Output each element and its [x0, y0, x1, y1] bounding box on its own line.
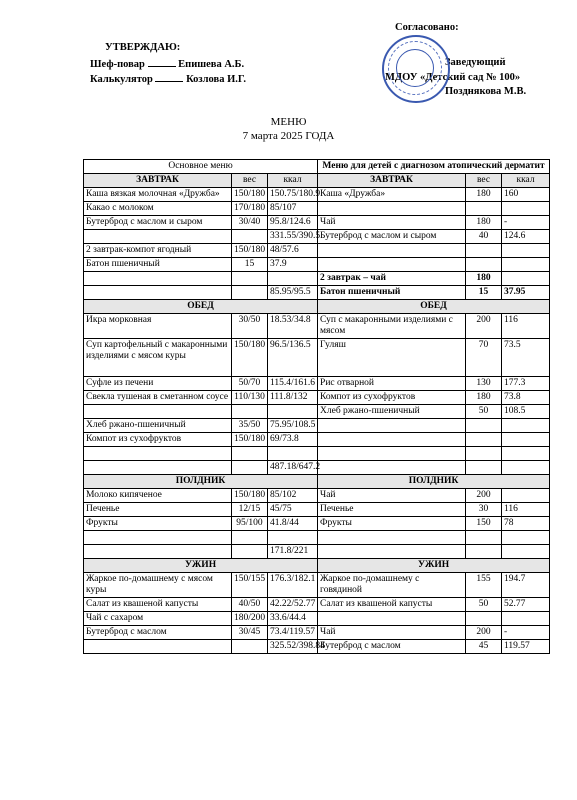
left-weight-cell: 150/180 — [232, 188, 268, 202]
table-row — [84, 419, 550, 433]
left-dish-cell: Компот из сухофруктов — [84, 433, 232, 447]
calc-line — [90, 72, 246, 85]
table-row — [84, 461, 550, 475]
right-weight-cell: 180 — [466, 216, 502, 230]
left-kcal-cell — [268, 272, 318, 286]
right-weight-cell: 155 — [466, 573, 502, 598]
right-kcal-cell — [502, 531, 550, 545]
right-weight-cell: 200 — [466, 626, 502, 640]
section-row — [84, 300, 550, 314]
left-weight-cell: 50/70 — [232, 377, 268, 391]
calc-signature — [155, 72, 183, 82]
left-weight-cell: 150/180 — [232, 489, 268, 503]
right-section-title: ПОЛДНИК — [318, 475, 550, 489]
right-dish-cell: Компот из сухофруктов — [318, 391, 466, 405]
right-dish-cell: Рис отварной — [318, 377, 466, 391]
right-kcal-cell — [502, 461, 550, 475]
left-weight-cell: 30/50 — [232, 314, 268, 339]
right-kcal-cell: 194.7 — [502, 573, 550, 598]
right-dish-cell: Фрукты — [318, 517, 466, 531]
right-kcal-cell: - — [502, 216, 550, 230]
left-kcal-cell: 176.3/182.1 — [268, 573, 318, 598]
right-dish-cell — [318, 461, 466, 475]
left-dish-cell: Бутерброд с маслом — [84, 626, 232, 640]
left-dish-cell — [84, 286, 232, 300]
right-dish-cell: Батон пшеничный — [318, 286, 466, 300]
left-weight-cell — [232, 272, 268, 286]
left-weight-cell — [232, 461, 268, 475]
table-row — [84, 517, 550, 531]
right-kcal-cell — [502, 258, 550, 272]
left-dish-cell: Какао с молоком — [84, 202, 232, 216]
left-kcal-cell: 42.22/52.77 — [268, 598, 318, 612]
left-section-title: УЖИН — [84, 559, 318, 573]
left-dish-cell: Икра морковная — [84, 314, 232, 339]
right-kcal-cell: 52.77 — [502, 598, 550, 612]
table-row — [84, 626, 550, 640]
left-weight-cell: 95/100 — [232, 517, 268, 531]
chef-signature — [148, 57, 176, 67]
left-kcal-cell: 75.95/108.5 — [268, 419, 318, 433]
right-weight-cell: 180 — [466, 272, 502, 286]
left-dish-cell: Жаркое по-домашнему с мясом куры — [84, 573, 232, 598]
right-weight-cell: 45 — [466, 640, 502, 654]
table-row — [84, 272, 550, 286]
right-weight-cell — [466, 258, 502, 272]
left-dish-cell: Суфле из печени — [84, 377, 232, 391]
table-row — [84, 202, 550, 216]
left-dish-cell: Салат из квашеной капусты — [84, 598, 232, 612]
left-kcal-cell: 85/102 — [268, 489, 318, 503]
table-row — [84, 545, 550, 559]
left-dish-cell: Молоко кипяченое — [84, 489, 232, 503]
table-row — [84, 405, 550, 419]
right-kcal-cell — [502, 433, 550, 447]
stamp-inner — [396, 49, 434, 87]
left-weight-cell — [232, 230, 268, 244]
left-weight-cell — [232, 531, 268, 545]
right-dish-cell: Суп с макаронными изделиями с мясом — [318, 314, 466, 339]
right-weight-cell — [466, 612, 502, 626]
chef-label: Шеф-повар — [90, 59, 145, 70]
right-weight-cell: 30 — [466, 503, 502, 517]
left-weight-cell: 150/155 — [232, 573, 268, 598]
table-row — [84, 573, 550, 598]
right-kcal-cell: 124.6 — [502, 230, 550, 244]
right-weight-cell: 200 — [466, 489, 502, 503]
table-row — [84, 433, 550, 447]
left-kcal-cell: 69/73.8 — [268, 433, 318, 447]
right-kcal-cell — [502, 489, 550, 503]
right-dish-cell — [318, 545, 466, 559]
chef-name: Епишева А.Б. — [178, 59, 245, 70]
table-row — [84, 489, 550, 503]
left-dish-cell: Чай с сахаром — [84, 612, 232, 626]
right-kcal-cell: 37.95 — [502, 286, 550, 300]
table-row — [84, 391, 550, 405]
right-weight-cell: 50 — [466, 598, 502, 612]
right-kcal-header: ккал — [502, 174, 550, 188]
right-kcal-cell — [502, 202, 550, 216]
left-menu-title: Основное меню — [84, 160, 318, 174]
right-dish-cell — [318, 433, 466, 447]
right-weight-cell — [466, 545, 502, 559]
left-dish-cell — [84, 640, 232, 654]
right-weight-cell: 130 — [466, 377, 502, 391]
agreed-label: Согласовано: — [395, 22, 459, 33]
right-dish-cell: Чай — [318, 216, 466, 230]
left-kcal-cell: 37.9 — [268, 258, 318, 272]
right-dish-cell: Печенье — [318, 503, 466, 517]
left-kcal-cell: 18.53/34.8 — [268, 314, 318, 339]
left-kcal-cell: 41.8/44 — [268, 517, 318, 531]
right-kcal-cell — [502, 447, 550, 461]
left-section-title: ПОЛДНИК — [84, 475, 318, 489]
right-kcal-cell: - — [502, 626, 550, 640]
right-section-title: УЖИН — [318, 559, 550, 573]
table-title-row — [84, 160, 550, 174]
section-row — [84, 559, 550, 573]
left-kcal-cell: 487.18/647.2 — [268, 461, 318, 475]
right-weight-cell: 15 — [466, 286, 502, 300]
right-kcal-cell: 73.8 — [502, 391, 550, 405]
right-dish-cell: Жаркое по-домашнему с говядиной — [318, 573, 466, 598]
left-dish-cell: Каша вязкая молочная «Дружба» — [84, 188, 232, 202]
chef-line — [90, 57, 244, 70]
table-row — [84, 377, 550, 391]
right-dish-cell: Хлеб ржано-пшеничный — [318, 405, 466, 419]
left-kcal-cell: 95.8/124.6 — [268, 216, 318, 230]
right-weight-cell — [466, 531, 502, 545]
left-dish-cell: Свекла тушеная в сметанном соусе — [84, 391, 232, 405]
right-dish-cell — [318, 258, 466, 272]
approve-label: УТВЕРЖДАЮ: — [105, 42, 181, 53]
left-weight-cell: 180/200 — [232, 612, 268, 626]
left-dish-cell: Бутерброд с маслом и сыром — [84, 216, 232, 230]
right-section-title: ЗАВТРАК — [318, 174, 466, 188]
left-kcal-cell: 45/75 — [268, 503, 318, 517]
left-dish-cell — [84, 272, 232, 286]
official-stamp — [382, 35, 450, 103]
left-dish-cell — [84, 531, 232, 545]
left-weight-cell: 12/15 — [232, 503, 268, 517]
right-kcal-cell: 119.57 — [502, 640, 550, 654]
right-kcal-cell: 177.3 — [502, 377, 550, 391]
left-dish-cell — [84, 447, 232, 461]
left-dish-cell: Суп картофельный с макаронными изделиями с мясом куры — [84, 339, 232, 377]
right-dish-cell: Каша «Дружба» — [318, 188, 466, 202]
right-weight-cell — [466, 461, 502, 475]
left-weight-cell — [232, 545, 268, 559]
left-weight-cell: 150/180 — [232, 433, 268, 447]
right-kcal-cell: 116 — [502, 503, 550, 517]
table-row — [84, 503, 550, 517]
right-weight-cell: 50 — [466, 405, 502, 419]
right-kcal-cell — [502, 419, 550, 433]
table-row — [84, 612, 550, 626]
right-weight-cell — [466, 433, 502, 447]
calc-label: Калькулятор — [90, 74, 153, 85]
section-row — [84, 174, 550, 188]
right-weight-cell: 40 — [466, 230, 502, 244]
right-dish-cell: Гуляш — [318, 339, 466, 377]
section-row — [84, 475, 550, 489]
left-kcal-cell — [268, 405, 318, 419]
right-kcal-cell — [502, 244, 550, 258]
left-kcal-cell: 150.75/180.9 — [268, 188, 318, 202]
right-weight-cell: 200 — [466, 314, 502, 339]
page-date: 7 марта 2025 ГОДА — [242, 130, 335, 142]
left-dish-cell — [84, 230, 232, 244]
left-kcal-cell — [268, 447, 318, 461]
table-row — [84, 314, 550, 339]
left-dish-cell — [84, 461, 232, 475]
left-weight-cell: 150/180 — [232, 339, 268, 377]
table-row — [84, 230, 550, 244]
left-weight-cell — [232, 447, 268, 461]
right-dish-cell: Бутерброд с маслом — [318, 640, 466, 654]
right-dish-cell — [318, 447, 466, 461]
right-kcal-cell — [502, 545, 550, 559]
left-weight-cell — [232, 640, 268, 654]
right-kcal-cell — [502, 612, 550, 626]
left-dish-cell — [84, 545, 232, 559]
table-row — [84, 188, 550, 202]
left-kcal-cell: 111.8/132 — [268, 391, 318, 405]
left-weight-cell: 170/180 — [232, 202, 268, 216]
left-kcal-cell: 85.95/95.5 — [268, 286, 318, 300]
table-row — [84, 598, 550, 612]
right-dish-cell: Чай — [318, 489, 466, 503]
right-dish-cell: Чай — [318, 626, 466, 640]
left-kcal-cell: 33.6/44.4 — [268, 612, 318, 626]
left-kcal-cell: 85/107 — [268, 202, 318, 216]
left-section-title: ОБЕД — [84, 300, 318, 314]
left-weight-cell: 30/45 — [232, 626, 268, 640]
left-kcal-cell: 96.5/136.5 — [268, 339, 318, 377]
left-dish-cell: 2 завтрак-компот ягодный — [84, 244, 232, 258]
right-weight-cell: 70 — [466, 339, 502, 377]
table-row — [84, 244, 550, 258]
left-kcal-cell — [268, 531, 318, 545]
right-kcal-cell: 78 — [502, 517, 550, 531]
left-kcal-cell: 171.8/221 — [268, 545, 318, 559]
left-kcal-cell: 115.4/161.6 — [268, 377, 318, 391]
right-weight-cell — [466, 244, 502, 258]
right-dish-cell — [318, 612, 466, 626]
right-kcal-cell: 73.5 — [502, 339, 550, 377]
table-row — [84, 216, 550, 230]
right-kcal-cell — [502, 272, 550, 286]
right-weight-cell — [466, 447, 502, 461]
right-kcal-cell: 160 — [502, 188, 550, 202]
left-kcal-cell: 48/57.6 — [268, 244, 318, 258]
left-kcal-cell: 73.4/119.57 — [268, 626, 318, 640]
right-weight-cell — [466, 202, 502, 216]
left-weight-cell: 35/50 — [232, 419, 268, 433]
left-weight-cell — [232, 405, 268, 419]
left-weight-cell: 15 — [232, 258, 268, 272]
left-weight-cell: 110/130 — [232, 391, 268, 405]
table-row — [84, 339, 550, 377]
left-weight-cell: 30/40 — [232, 216, 268, 230]
left-kcal-cell: 331.55/390.5 — [268, 230, 318, 244]
right-dish-cell — [318, 531, 466, 545]
right-dish-cell — [318, 244, 466, 258]
left-weight-cell: 150/180 — [232, 244, 268, 258]
left-weight-cell — [232, 286, 268, 300]
right-section-title: ОБЕД — [318, 300, 550, 314]
head-label: Заведующий — [445, 57, 506, 68]
right-kcal-cell: 108.5 — [502, 405, 550, 419]
left-dish-cell: Хлеб ржано-пшеничный — [84, 419, 232, 433]
right-dish-cell: 2 завтрак – чай — [318, 272, 466, 286]
right-menu-title: Меню для детей с диагнозом атопический дерматит — [318, 160, 550, 174]
left-dish-cell — [84, 405, 232, 419]
menu-body — [84, 160, 550, 654]
table-row — [84, 258, 550, 272]
right-dish-cell: Салат из квашеной капусты — [318, 598, 466, 612]
right-weight-cell — [466, 419, 502, 433]
left-dish-cell: Батон пшеничный — [84, 258, 232, 272]
table-row — [84, 640, 550, 654]
right-weight-cell: 150 — [466, 517, 502, 531]
left-weight-header: вес — [232, 174, 268, 188]
right-dish-cell: Бутерброд с маслом и сыром — [318, 230, 466, 244]
table-row — [84, 531, 550, 545]
table-row — [84, 286, 550, 300]
table-row — [84, 447, 550, 461]
left-kcal-cell: 325.52/398.84 — [268, 640, 318, 654]
menu-table — [83, 159, 550, 654]
left-dish-cell: Фрукты — [84, 517, 232, 531]
right-kcal-cell: 116 — [502, 314, 550, 339]
org-name: МДОУ «Детский сад № 100» — [385, 72, 521, 83]
left-section-title: ЗАВТРАК — [84, 174, 232, 188]
left-kcal-header: ккал — [268, 174, 318, 188]
right-weight-cell: 180 — [466, 188, 502, 202]
right-weight-cell: 180 — [466, 391, 502, 405]
right-dish-cell — [318, 202, 466, 216]
left-dish-cell: Печенье — [84, 503, 232, 517]
right-weight-header: вес — [466, 174, 502, 188]
page-title: МЕНЮ — [270, 116, 307, 128]
left-weight-cell: 40/50 — [232, 598, 268, 612]
head-name: Позднякова М.В. — [445, 86, 527, 97]
right-dish-cell — [318, 419, 466, 433]
calc-name: Козлова И.Г. — [186, 74, 246, 85]
